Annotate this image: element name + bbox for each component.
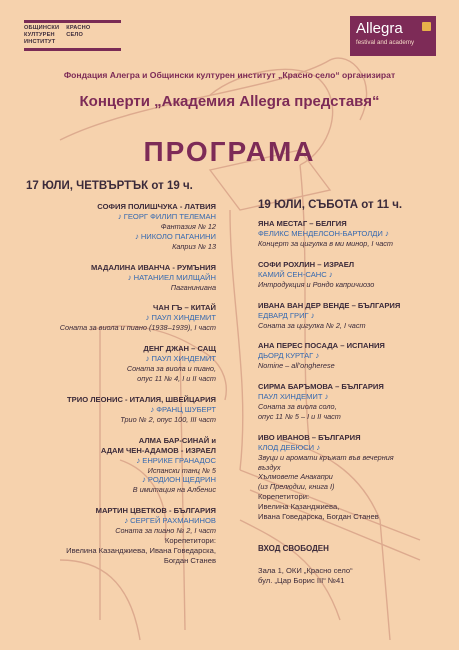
music-note-icon: ♪: [127, 272, 132, 282]
music-note-icon: ♪: [141, 475, 146, 485]
program-entry: [258, 341, 448, 371]
work: Соната за пиано № 2, I част: [115, 526, 216, 536]
music-note-icon: ♪: [134, 231, 139, 241]
work: Каприз № 13: [172, 241, 216, 251]
allegra-brand: Allegra: [356, 20, 403, 37]
work: Концерт за цигулка в ми минор, I част: [258, 239, 393, 248]
logo-bar-bottom: [24, 48, 121, 51]
allegra-mark-icon: [422, 22, 431, 31]
performer: СИРМА БАРЪМОВА – БЪЛГАРИЯ: [258, 382, 384, 392]
composer-line: [258, 229, 448, 239]
music-note-icon: ♪: [150, 404, 155, 414]
logo-col2: [66, 25, 90, 46]
program-entry: [258, 260, 448, 290]
work: В имитация на Албенис: [132, 485, 216, 495]
program-entry: [11, 395, 216, 425]
work: Паганиниана: [170, 282, 216, 292]
program-column-left: [11, 202, 216, 577]
music-note-icon: ♪: [145, 354, 150, 364]
accompanists-label: Корепетитори:: [164, 535, 216, 545]
work: Соната за виола и пиано,: [126, 364, 216, 374]
work: опус 11 № 5 – I и II част: [258, 411, 341, 421]
logo-text: СЕЛО: [66, 32, 84, 38]
composer-line: [11, 273, 216, 283]
work: Соната за виола и пиано (1938–1939), I част: [59, 323, 216, 333]
logo-col1: [24, 25, 59, 46]
music-note-icon: ♪: [117, 212, 122, 221]
program-entry: [258, 219, 448, 249]
performer: ЯНА МЕСТАГ – БЕЛГИЯ: [258, 219, 347, 228]
composer: НАТАНИЕЛ МИЛЩАЙН: [133, 272, 216, 282]
work: Nomine – all’ongherese: [258, 361, 335, 371]
composer: ПАУЛ ХИНДЕМИТ: [258, 392, 323, 402]
logo-text: ОБЩИНСКИ: [24, 25, 60, 31]
music-note-icon: ♪: [384, 229, 389, 238]
work: (из Прелюдии, книга I): [258, 482, 335, 492]
composer-line: [11, 232, 216, 242]
composer-line: [258, 392, 448, 402]
composer: ПАУЛ ХИНДЕМИТ: [151, 354, 216, 364]
performer: ИВО ИВАНОВ – БЪЛГАРИЯ: [258, 432, 361, 442]
day-heading-right: 19 ЮЛИ, СЪБОТА от 11 ч.: [258, 199, 403, 211]
composer-line: [258, 351, 448, 361]
performer: АНА ПЕРЕС ПОСАДА – ИСПАНИЯ: [258, 341, 385, 351]
venue-address: бул. „Цар Борис III“ №41: [258, 575, 345, 585]
program-entry: [11, 263, 216, 293]
work: Испански танц № 5: [147, 465, 216, 475]
composer-line: [11, 313, 216, 323]
logo-text: КРАСНО: [66, 25, 91, 31]
composer: ЕНРИКЕ ГРАНАДОС: [142, 455, 216, 465]
admission-block: [258, 544, 448, 554]
music-note-icon: ♪: [324, 392, 329, 402]
work: Трио № 2, опус 100, III част: [120, 414, 216, 424]
performer: АДАМ ЧЕН-АДАМОВ - ИЗРАЕЛ: [100, 445, 216, 455]
performer: ИВАНА ВАН ДЕР ВЕНДЕ – БЪЛГАРИЯ: [258, 300, 401, 310]
music-note-icon: ♪: [310, 310, 315, 320]
allegra-logo: [350, 16, 436, 56]
composer-line: [11, 405, 216, 415]
composer-line: [11, 212, 216, 222]
composer-line: [11, 354, 216, 364]
composer-line: [11, 475, 216, 485]
music-note-icon: ♪: [145, 313, 150, 323]
performer: СОФИЯ ПОЛИШЧУКА - ЛАТВИЯ: [97, 202, 216, 211]
accompanists: Ивелина Казанджиева,: [258, 501, 340, 511]
program-entry: [11, 344, 216, 384]
work: Соната за цигулка № 2, I част: [258, 320, 366, 330]
music-note-icon: ♪: [316, 442, 321, 452]
performer: СОФИ РОХЛИН – ИЗРАЕЛ: [258, 259, 355, 269]
composer: КЛОД ДЕБЮСИ: [258, 442, 315, 452]
program-entry: [258, 301, 448, 331]
work: Соната за виола соло,: [258, 402, 337, 412]
work: въздух: [258, 462, 281, 472]
composer-line: [258, 443, 448, 453]
work: опус 11 № 4, I и II част: [137, 373, 216, 383]
logo-bar-top: [24, 20, 121, 23]
performer: МАДАЛИНА ИВАНЧА - РУМЪНИЯ: [90, 262, 216, 272]
composer-line: [11, 516, 216, 526]
logo-text: ИНСТИТУТ: [24, 39, 56, 45]
work: Хълмовете Анакапри: [258, 472, 333, 482]
concert-title: Концерти „Академия Allegra представя“: [79, 93, 380, 110]
composer: РОДИОН ЩЕДРИН: [147, 475, 216, 485]
venue-block: [258, 566, 448, 586]
program-entry: [11, 436, 216, 496]
program-entry: [11, 303, 216, 333]
music-note-icon: ♪: [124, 516, 129, 526]
accompanists: Ивана Говедарска, Богдан Станев: [258, 511, 379, 521]
performer: АЛМА БАР-СИНАЙ и: [138, 435, 216, 445]
music-note-icon: ♪: [315, 351, 320, 361]
performer: ЧАН ГЪ – КИТАЙ: [153, 303, 216, 313]
composer: ЕДВАРД ГРИГ: [258, 310, 309, 320]
composer: ФЕЛИКС МЕНДЕЛСОН-БАРТОЛДИ: [258, 229, 383, 238]
composer-line: [258, 311, 448, 321]
music-note-icon: ♪: [328, 269, 333, 279]
composer: КАМИЙ СЕН-САНС: [258, 269, 327, 279]
logo-text: КУЛТУРЕН: [24, 32, 55, 38]
composer: ГЕОРГ ФИЛИП ТЕЛЕМАН: [123, 212, 216, 221]
program-entry: [258, 433, 448, 522]
program-title: ПРОГРАМА: [143, 136, 316, 167]
composer-line: [11, 456, 216, 466]
accompanists: Ивелина Казанджиева, Ивана Говедарска,: [66, 545, 216, 555]
program-entry: [11, 202, 216, 252]
program-entry: [11, 506, 216, 566]
composer: НИКОЛО ПАГАНИНИ: [140, 231, 216, 241]
program-column-right: [258, 219, 448, 597]
program-entry: [258, 382, 448, 422]
composer: ДЬОРД КУРТАГ: [258, 351, 314, 361]
allegra-subtitle: festival and academy: [356, 39, 415, 46]
performer: МАРТИН ЦВЕТКОВ - БЪЛГАРИЯ: [95, 506, 216, 516]
composer-line: [258, 270, 448, 280]
work: Фантазия № 12: [160, 222, 216, 231]
venue-line: Зала 1, ОКИ „Красно село“: [258, 565, 353, 575]
municipal-institute-logo: [24, 20, 124, 51]
organizer-line: Фондация Алегра и Общински културен институт „Красно село“ организират: [63, 70, 396, 80]
day-heading-left: 17 ЮЛИ, ЧЕТВЪРТЪК от 19 ч.: [26, 180, 193, 192]
free-entry-label: ВХОД СВОБОДЕН: [258, 543, 329, 553]
accompanists: Богдан Станев: [163, 555, 216, 565]
performer: ДЕНГ ДЖАН – САЩ: [143, 344, 216, 354]
composer: ФРАНЦ ШУБЕРТ: [156, 404, 216, 414]
work: Звуци и аромати кръжат във вечерния: [258, 452, 394, 462]
composer: ПАУЛ ХИНДЕМИТ: [151, 313, 216, 323]
music-note-icon: ♪: [136, 455, 141, 465]
accompanists-label: Корепетитори:: [258, 491, 310, 501]
performer: ТРИО ЛЕОНИС - ИТАЛИЯ, ШВЕЙЦАРИЯ: [67, 394, 216, 404]
composer: СЕРГЕЙ РАХМАНИНОВ: [130, 516, 216, 526]
work: Интродукция и Рондо капричиозо: [258, 279, 375, 289]
